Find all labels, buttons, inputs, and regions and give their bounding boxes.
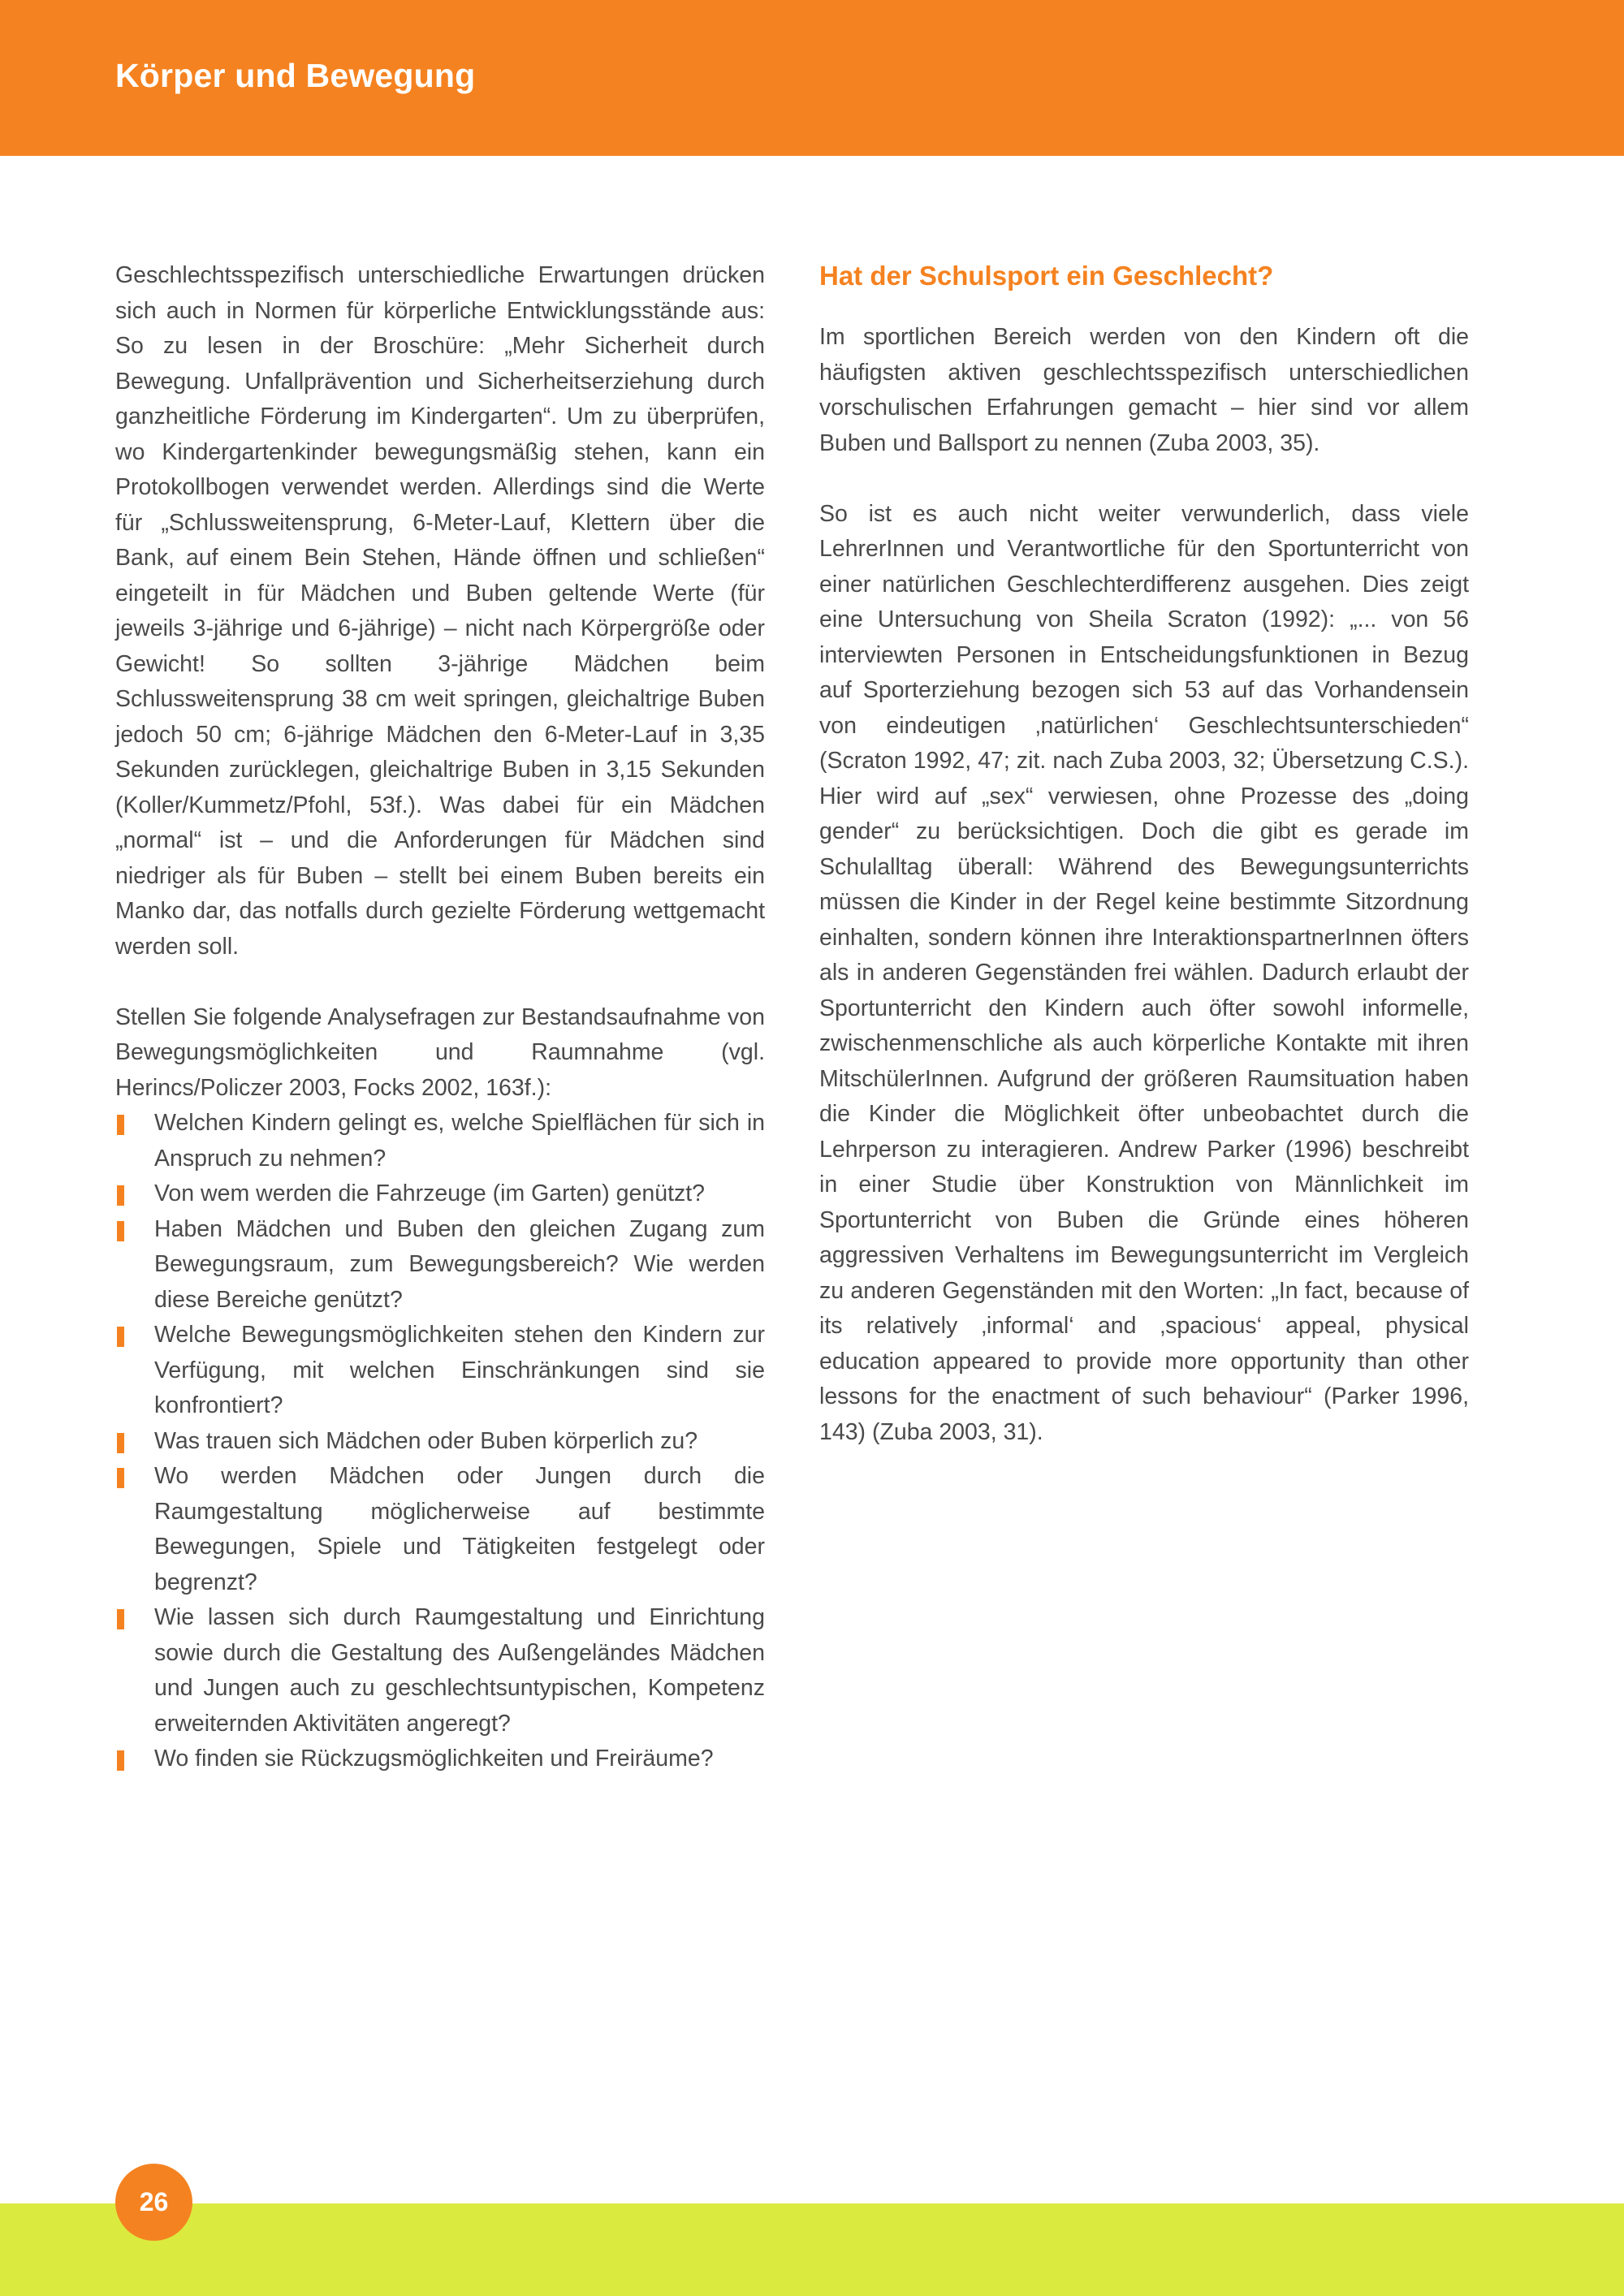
list-item-text: Von wem werden die Fahrzeuge (im Garten) genützt? [154,1180,706,1206]
list-item-text: Wo werden Mädchen oder Jungen durch die Raumgestaltung möglicherweise auf bestimmte Bewegungen, Spiele und Tätigkeiten festgelegt oder begrenzt? [154,1463,765,1595]
list-item [115,1459,765,1600]
body-paragraph: So ist es auch nicht weiter verwunderlich, dass viele LehrerInnen und Verantwortliche für den Sportunterricht von einer natürlichen Geschlechterdifferenz ausgehen. Dies zeigt eine Untersuchung von Sheila Scraton (1992): „... von 56 interviewten Personen in Entscheidungsfunktionen in Bezug auf Sporterziehung bezogen sich 53 auf das Vorhandensein von eindeutigen ‚natürlichen‘ Geschlechtsunterschieden“ (Scraton 1992, 47; zit. nach Zuba 2003, 32; Übersetzung C.S.). Hier wird auf „sex“ verwiesen, ohne Prozesse des „doing gender“ zu berücksichtigen. Doch die gibt es gerade im Schulalltag überall: Während des Bewegungsunterrichts müssen die Kinder in der Regel keine bestimmte Sitzordnung einhalten, sondern können ihre InteraktionspartnerInnen öfters als in anderen Gegenständen frei wählen. Dadurch erlaubt der Sportunterricht den Kindern auch öfter sowohl informelle, zwischenmenschliche als auch körperliche Kontakte mit ihren MitschülerInnen. Aufgrund der größeren Raumsituation haben die Kinder die Möglichkeit öfter unbeobachtet durch die Lehrperson zu interagieren. Andrew Parker (1996) beschreibt in einer Studie über Konstruktion von Männlichkeit im Sportunterricht von Buben die Gründe eines höheren aggressiven Verhaltens im Bewegungsunterricht im Vergleich zu anderen Gegenständen mit den Worten: „In fact, because of its relatively ‚informal‘ and ‚spacious‘ appeal, physical education appeared to provide more opportunity than other lessons for the enactment of such behaviour“ (Parker 1996, 143) (Zuba 2003, 31). [819,500,1469,1445]
list-item [115,1106,765,1176]
body-paragraph: Stellen Sie folgende Analysefragen zur Bestandsaufnahme von Bewegungsmöglichkeiten und Raumnahme (vgl. Herincs/Policzer 2003, Focks 2002, 163f.): [115,1003,765,1101]
list-item-text: Wo finden sie Rückzugsmöglichkeiten und Freiräume? [154,1746,714,1772]
bullet-marker-icon [117,1327,124,1347]
list-item-text: Was trauen sich Mädchen oder Buben körperlich zu? [154,1427,698,1454]
list-item [115,1600,765,1741]
list-item [115,1176,765,1212]
bullet-marker-icon [117,1750,124,1771]
bullet-marker-icon [117,1221,124,1241]
list-item [115,1741,765,1777]
page-header [0,0,1624,156]
list-item-text: Welchen Kindern gelingt es, welche Spielflächen für sich in Anspruch zu nehmen? [154,1110,765,1172]
list-item-text: Wie lassen sich durch Raumgestaltung und Einrichtung sowie durch die Gestaltung des Außengeländes Mädchen und Jungen auch zu geschlechtsuntypischen, Kompetenz erweiternden Aktivitäten angeregt? [154,1604,765,1737]
bullet-marker-icon [117,1185,124,1206]
list-item [115,1212,765,1318]
bullet-marker-icon [117,1433,124,1453]
list-item [115,1318,765,1424]
body-paragraph: Im sportlichen Bereich werden von den Kindern oft die häufigsten aktiven geschlechtsspezifisch unterschiedlichen vorschulischen Erfahrungen gemacht – hier sind vor allem Buben und Ballsport zu nennen (Zuba 2003, 35). [819,324,1469,456]
bullet-marker-icon [117,1115,124,1135]
section-heading: Hat der Schulsport ein Geschlecht? [819,261,1274,291]
right-column [819,258,1469,1450]
bullet-marker-icon [117,1609,124,1629]
chapter-title: Körper und Bewegung [115,57,476,94]
list-item [115,1424,765,1460]
page-number-badge [115,2164,192,2241]
list-item-text: Haben Mädchen und Buben den gleichen Zugang zum Bewegungsraum, zum Bewegungsbereich? Wie werden diese Bereiche genützt? [154,1215,765,1313]
analysis-questions-list [115,1106,765,1777]
left-column [115,258,765,1777]
page-number: 26 [139,2187,169,2216]
body-paragraph: Geschlechtsspezifisch unterschiedliche Erwartungen drücken sich auch in Normen für körperliche Entwicklungsstände aus: So zu lesen in der Broschüre: „Mehr Sicherheit durch Bewegung. Unfallprävention und Sicherheitserziehung durch ganzheitliche Förderung im Kindergarten“. Um zu überprüfen, wo Kindergartenkinder bewegungsmäßig stehen, kann ein Protokollbogen verwendet werden. Allerdings sind die Werte für „Schlussweitensprung, 6-Meter-Lauf, Klettern über die Bank, auf einem Bein Stehen, Hände öffnen und schließen“ eingeteilt in für Mädchen und Buben geltende Werte (für jeweils 3-jährige und 6-jährige) – nicht nach Körpergröße oder Gewicht! So sollten 3-jährige Mädchen beim Schlussweitensprung 38 cm weit springen, gleichaltrige Buben jedoch 50 cm; 6-jährige Mädchen den 6-Meter-Lauf in 3,35 Sekunden zurücklegen, gleichaltrige Buben in 3,15 Sekunden (Koller/Kummetz/Pfohl, 53f.). Was dabei für ein Mädchen „normal“ ist – und die Anforderungen für Mädchen sind niedriger als für Buben – stellt bei einem Buben bereits ein Manko dar, das notfalls durch gezielte Förderung wettgemacht werden soll. [115,262,765,960]
list-item-text: Welche Bewegungsmöglichkeiten stehen den Kindern zur Verfügung, mit welchen Einschränkungen sind sie konfrontiert? [154,1322,765,1418]
bullet-marker-icon [117,1468,124,1488]
footer-band [0,2203,1624,2296]
